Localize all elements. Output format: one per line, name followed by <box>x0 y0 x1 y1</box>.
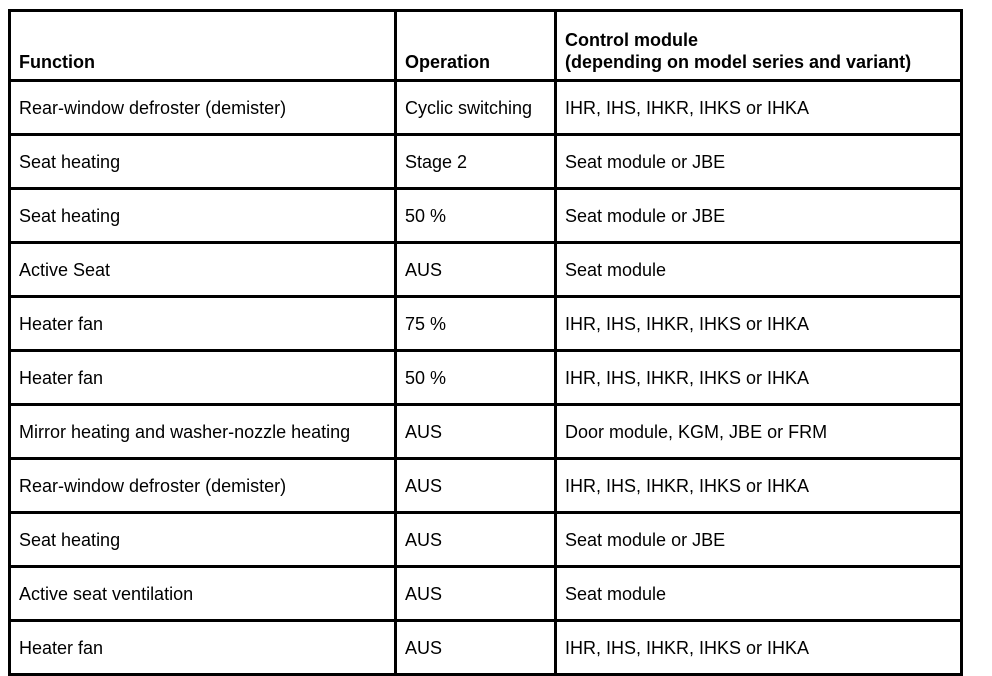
cell-function: Seat heating <box>10 189 396 243</box>
cell-function: Heater fan <box>10 297 396 351</box>
header-operation <box>396 11 556 81</box>
cell-control-module: Seat module or JBE <box>556 135 962 189</box>
cell-operation: AUS <box>396 567 556 621</box>
header-control-module-label: Control module <box>565 30 698 50</box>
table-row <box>10 621 962 675</box>
cell-function: Seat heating <box>10 135 396 189</box>
cell-operation: AUS <box>396 513 556 567</box>
cell-function: Rear-window defroster (demister) <box>10 81 396 135</box>
cell-operation: AUS <box>396 243 556 297</box>
header-operation-label: Operation <box>405 52 491 72</box>
cell-operation: Stage 2 <box>396 135 556 189</box>
cell-function: Rear-window defroster (demister) <box>10 459 396 513</box>
cell-control-module: Seat module <box>556 567 962 621</box>
cell-control-module: Seat module or JBE <box>556 189 962 243</box>
table-row <box>10 513 962 567</box>
cell-function: Heater fan <box>10 621 396 675</box>
function-operation-table <box>8 9 963 676</box>
header-function-label: Function <box>19 52 95 72</box>
table-row <box>10 459 962 513</box>
cell-control-module: IHR, IHS, IHKR, IHKS or IHKA <box>556 621 962 675</box>
cell-function: Active Seat <box>10 243 396 297</box>
cell-control-module: Seat module <box>556 243 962 297</box>
header-control-module-note: (depending on model series and variant) <box>565 52 912 72</box>
cell-operation: AUS <box>396 621 556 675</box>
cell-function: Active seat ventilation <box>10 567 396 621</box>
cell-control-module: Seat module or JBE <box>556 513 962 567</box>
cell-operation: AUS <box>396 459 556 513</box>
cell-function: Seat heating <box>10 513 396 567</box>
cell-operation: Cyclic switching <box>396 81 556 135</box>
cell-operation: 50 % <box>396 189 556 243</box>
table-row <box>10 189 962 243</box>
header-function <box>10 11 396 81</box>
table-row <box>10 135 962 189</box>
cell-operation: AUS <box>396 405 556 459</box>
cell-control-module: IHR, IHS, IHKR, IHKS or IHKA <box>556 459 962 513</box>
table-row <box>10 243 962 297</box>
table-row <box>10 297 962 351</box>
table-header-row <box>10 11 962 81</box>
table-row <box>10 81 962 135</box>
cell-control-module: IHR, IHS, IHKR, IHKS or IHKA <box>556 81 962 135</box>
table-row <box>10 405 962 459</box>
cell-operation: 75 % <box>396 297 556 351</box>
cell-control-module: IHR, IHS, IHKR, IHKS or IHKA <box>556 297 962 351</box>
cell-operation: 50 % <box>396 351 556 405</box>
cell-function: Mirror heating and washer-nozzle heating <box>10 405 396 459</box>
table-row <box>10 567 962 621</box>
cell-control-module: IHR, IHS, IHKR, IHKS or IHKA <box>556 351 962 405</box>
header-control-module <box>556 11 962 81</box>
cell-function: Heater fan <box>10 351 396 405</box>
table-row <box>10 351 962 405</box>
cell-control-module: Door module, KGM, JBE or FRM <box>556 405 962 459</box>
